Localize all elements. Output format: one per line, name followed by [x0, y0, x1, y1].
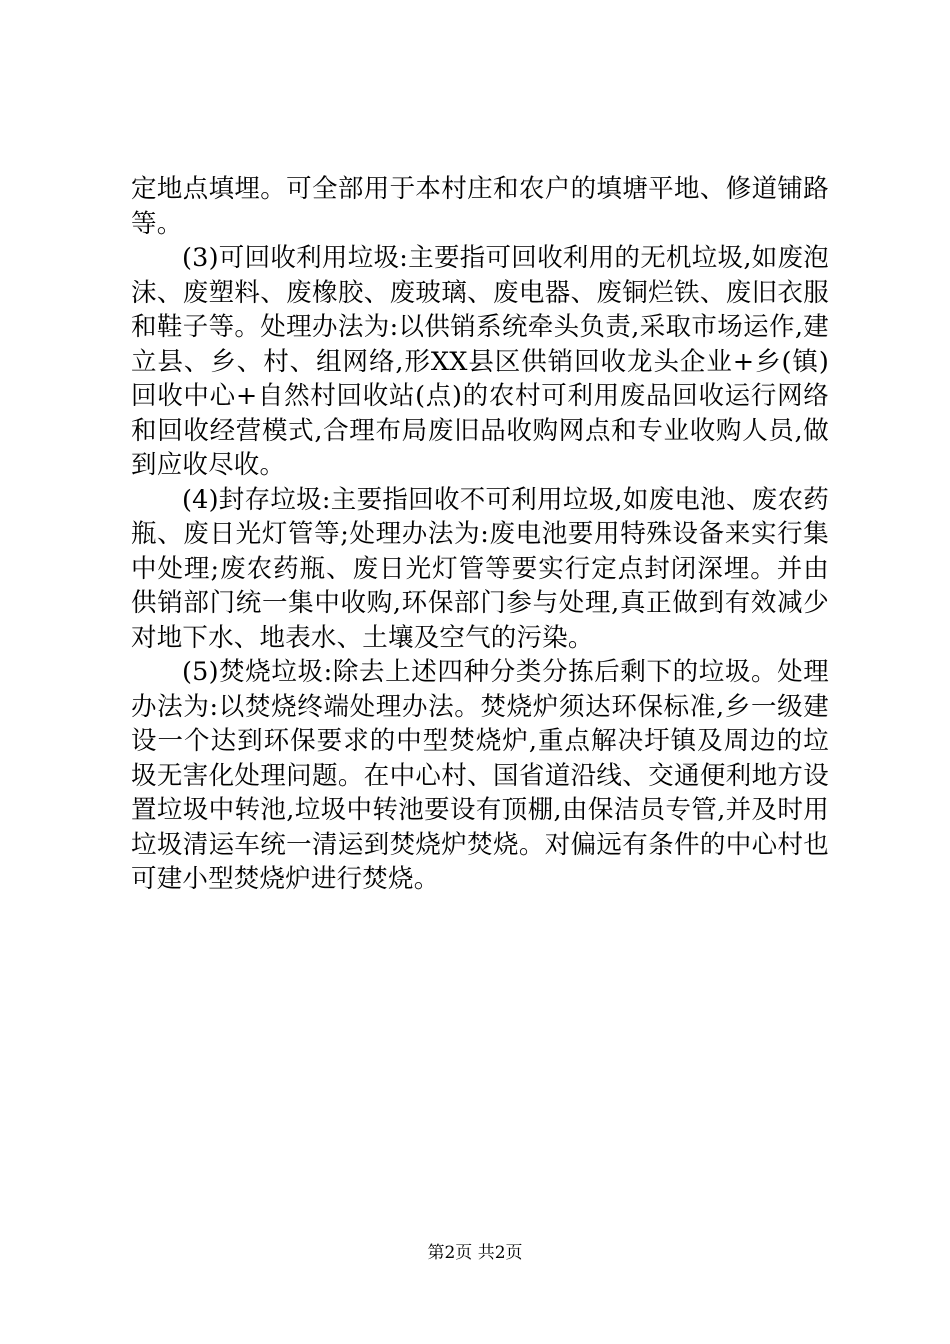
paragraph-4: (5)焚烧垃圾:除去上述四种分类分拣后剩下的垃圾。处理办法为:以焚烧终端处理办法。焚烧炉须达环保标准,乡一级建设一个达到环保要求的中型焚烧炉,重点解决圩镇及周边的垃圾无害化处理问题。在中心村、国省道沿线、交通便利地方设置垃圾中转池,垃圾中转池要设有顶棚,由保洁员专管,并及时用垃圾清运车统一清运到焚烧炉焚烧。对偏远有条件的中心村也可建小型焚烧炉进行焚烧。 — [131, 657, 829, 894]
paragraph-3: (4)封存垃圾:主要指回收不可利用垃圾,如废电池、废农药瓶、废日光灯管等;处理办法为:废电池要用特殊设备来实行集中处理;废农药瓶、废日光灯管等要实行定点封闭深埋。并由供销部门统一集中收购,环保部门参与处理,真正做到有效减少对地下水、地表水、土壤及空气的污染。 — [131, 484, 829, 653]
paragraph-2: (3)可回收利用垃圾:主要指可回收利用的无机垃圾,如废泡沫、废塑料、废橡胶、废玻璃、废电器、废铜烂铁、废旧衣服和鞋子等。处理办法为:以供销系统牵头负责,采取市场运作,建立县、乡、村、组网络,形XX县区供销回收龙头企业+乡(镇)回收中心+自然村回收站(点)的农村可利用废品回收运行网络和回收经营模式,合理布局废旧品收购网点和专业收购人员,做到应收尽收。 — [131, 243, 829, 480]
page-footer: 第2页 共2页 — [427, 1243, 523, 1263]
document-body — [131, 172, 829, 897]
paragraph-1: 定地点填埋。可全部用于本村庄和农户的填塘平地、修道铺路等。 — [131, 174, 829, 239]
